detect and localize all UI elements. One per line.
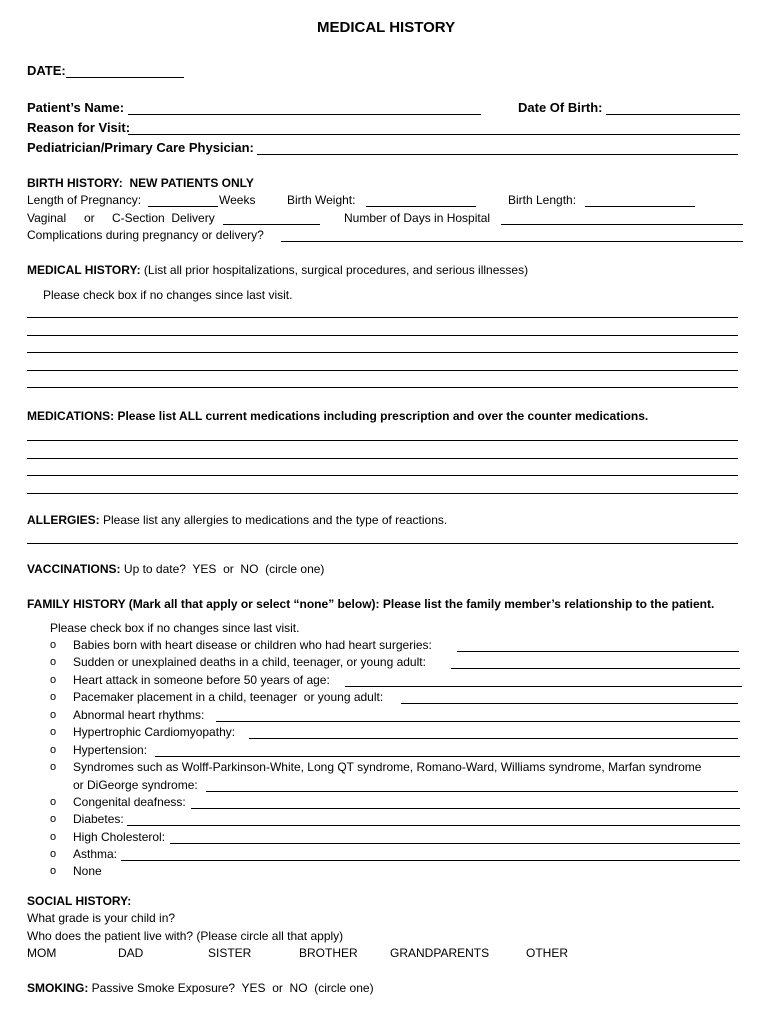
family-item: Babies born with heart disease or children who had heart surgeries:: [73, 638, 432, 652]
birth-weight-label: Birth Weight:: [287, 193, 356, 207]
birth-weight-field[interactable]: [366, 206, 476, 207]
family-item: Sudden or unexplained deaths in a child, teenager, or young adult:: [73, 655, 426, 669]
medications-line[interactable]: [27, 475, 738, 476]
option-grandparents[interactable]: GRANDPARENTS: [390, 946, 490, 960]
family-item: Hypertrophic Cardiomyopathy:: [73, 725, 236, 739]
family-item: Hypertension:: [73, 743, 148, 757]
birth-length-field[interactable]: [585, 206, 695, 207]
checkbox-icon[interactable]: o: [50, 656, 57, 668]
smoking-title: SMOKING:: [27, 981, 89, 995]
vaccinations-title: VACCINATIONS:: [27, 562, 121, 576]
page-title: MEDICAL HISTORY: [317, 19, 456, 36]
checkbox-icon[interactable]: o: [50, 744, 57, 756]
medical-history-title: MEDICAL HISTORY:: [27, 263, 141, 277]
family-item: Syndromes such as Wolff-Parkinson-White, Long QT syndrome, Romano-Ward, Williams syndrome, Marfan syndrome: [73, 760, 702, 774]
family-item-field[interactable]: [170, 843, 740, 844]
family-item: Diabetes:: [73, 812, 124, 826]
family-item: High Cholesterol:: [73, 830, 166, 844]
option-mom[interactable]: MOM: [27, 946, 57, 960]
medications-heading: MEDICATIONS: Please list ALL current medications including prescription and over the counter medications.: [27, 409, 649, 423]
weeks-label: Weeks: [219, 193, 256, 207]
family-item-field[interactable]: [457, 651, 739, 652]
complications-field[interactable]: [281, 241, 743, 242]
family-item-field[interactable]: [345, 686, 742, 687]
allergies-text: Please list any allergies to medications and the type of reactions.: [99, 513, 448, 527]
checkbox-icon[interactable]: o: [50, 813, 57, 825]
option-other[interactable]: OTHER: [526, 946, 568, 960]
complications-label: Complications during pregnancy or delivery?: [27, 228, 264, 242]
csection-label[interactable]: C-Section Delivery: [112, 211, 215, 225]
hospital-days-field[interactable]: [501, 224, 743, 225]
family-check-note: Please check box if no changes since last visit.: [50, 621, 300, 635]
vaccinations-heading: [27, 563, 324, 575]
physician-field[interactable]: [257, 154, 738, 155]
medications-line[interactable]: [27, 458, 738, 459]
medical-history-line[interactable]: [27, 335, 738, 336]
family-item-none: None: [73, 864, 102, 878]
family-item-field[interactable]: [155, 756, 740, 757]
medical-history-instruction: (List all prior hospitalizations, surgical procedures, and serious illnesses): [140, 263, 529, 277]
option-dad[interactable]: DAD: [118, 946, 144, 960]
vaginal-option[interactable]: Vaginal: [27, 211, 67, 225]
checkbox-icon[interactable]: o: [50, 639, 57, 651]
family-item-field[interactable]: [451, 668, 740, 669]
birth-length-label: Birth Length:: [508, 193, 577, 207]
checkbox-icon[interactable]: o: [50, 726, 57, 738]
csection-field[interactable]: [223, 224, 320, 225]
family-item-field[interactable]: [249, 738, 738, 739]
family-item-field[interactable]: [121, 860, 740, 861]
patient-name-label: Patient’s Name:: [27, 100, 125, 115]
medications-line[interactable]: [27, 493, 738, 494]
live-with-question: Who does the patient live with? (Please circle all that apply): [27, 929, 344, 943]
hospital-days-label: Number of Days in Hospital: [344, 211, 491, 225]
family-item-field[interactable]: [206, 791, 738, 792]
patient-name-field[interactable]: [128, 114, 481, 115]
date-field[interactable]: [66, 77, 184, 78]
checkbox-icon[interactable]: o: [50, 674, 57, 686]
option-sister[interactable]: SISTER: [208, 946, 252, 960]
family-item: Abnormal heart rhythms:: [73, 708, 205, 722]
family-item-continued: or DiGeorge syndrome:: [73, 778, 198, 792]
family-item-field[interactable]: [216, 721, 740, 722]
medical-check-note: Please check box if no changes since last visit.: [43, 288, 293, 302]
smoking-text: Passive Smoke Exposure? YES or NO (circle one): [88, 981, 374, 995]
checkbox-icon[interactable]: o: [50, 691, 57, 703]
medical-history-line[interactable]: [27, 317, 738, 318]
medical-history-line[interactable]: [27, 387, 738, 388]
checkbox-icon[interactable]: o: [50, 796, 57, 808]
checkbox-icon[interactable]: o: [50, 848, 57, 860]
option-brother[interactable]: BROTHER: [299, 946, 358, 960]
birth-history-heading: BIRTH HISTORY: NEW PATIENTS ONLY: [27, 176, 254, 190]
medical-history-line[interactable]: [27, 370, 738, 371]
social-history-heading: SOCIAL HISTORY:: [27, 894, 132, 908]
family-history-heading: FAMILY HISTORY (Mark all that apply or select “none” below): Please list the family member’s relationship to the patient.: [27, 597, 715, 611]
allergies-title: ALLERGIES:: [27, 513, 100, 527]
family-item: Congenital deafness:: [73, 795, 186, 809]
physician-label: Pediatrician/Primary Care Physician:: [27, 140, 254, 155]
grade-question: What grade is your child in?: [27, 911, 176, 925]
checkbox-icon[interactable]: o: [50, 761, 57, 773]
vaccinations-text: Up to date? YES or NO (circle one): [120, 562, 325, 576]
medical-history-line[interactable]: [27, 352, 738, 353]
dob-label: Date Of Birth:: [518, 100, 603, 115]
family-item: Pacemaker placement in a child, teenager or young adult:: [73, 690, 384, 704]
reason-label: Reason for Visit:: [27, 120, 131, 135]
pregnancy-label: Length of Pregnancy:: [27, 193, 142, 207]
reason-field[interactable]: [128, 134, 740, 135]
medications-line[interactable]: [27, 440, 738, 441]
checkbox-icon[interactable]: o: [50, 709, 57, 721]
smoking-heading: [27, 982, 374, 994]
family-item-field[interactable]: [191, 808, 740, 809]
family-item: Heart attack in someone before 50 years of age:: [73, 673, 330, 687]
medical-history-heading: [27, 264, 528, 276]
family-item-field[interactable]: [401, 703, 738, 704]
date-label: DATE:: [27, 63, 66, 78]
pregnancy-field[interactable]: [148, 206, 218, 207]
checkbox-icon[interactable]: o: [50, 865, 57, 877]
or-text: or: [84, 211, 95, 225]
family-item: Asthma:: [73, 847, 118, 861]
allergies-line[interactable]: [27, 543, 738, 544]
dob-field[interactable]: [606, 114, 740, 115]
allergies-heading: [27, 514, 447, 526]
checkbox-icon[interactable]: o: [50, 831, 57, 843]
family-item-field[interactable]: [127, 825, 740, 826]
